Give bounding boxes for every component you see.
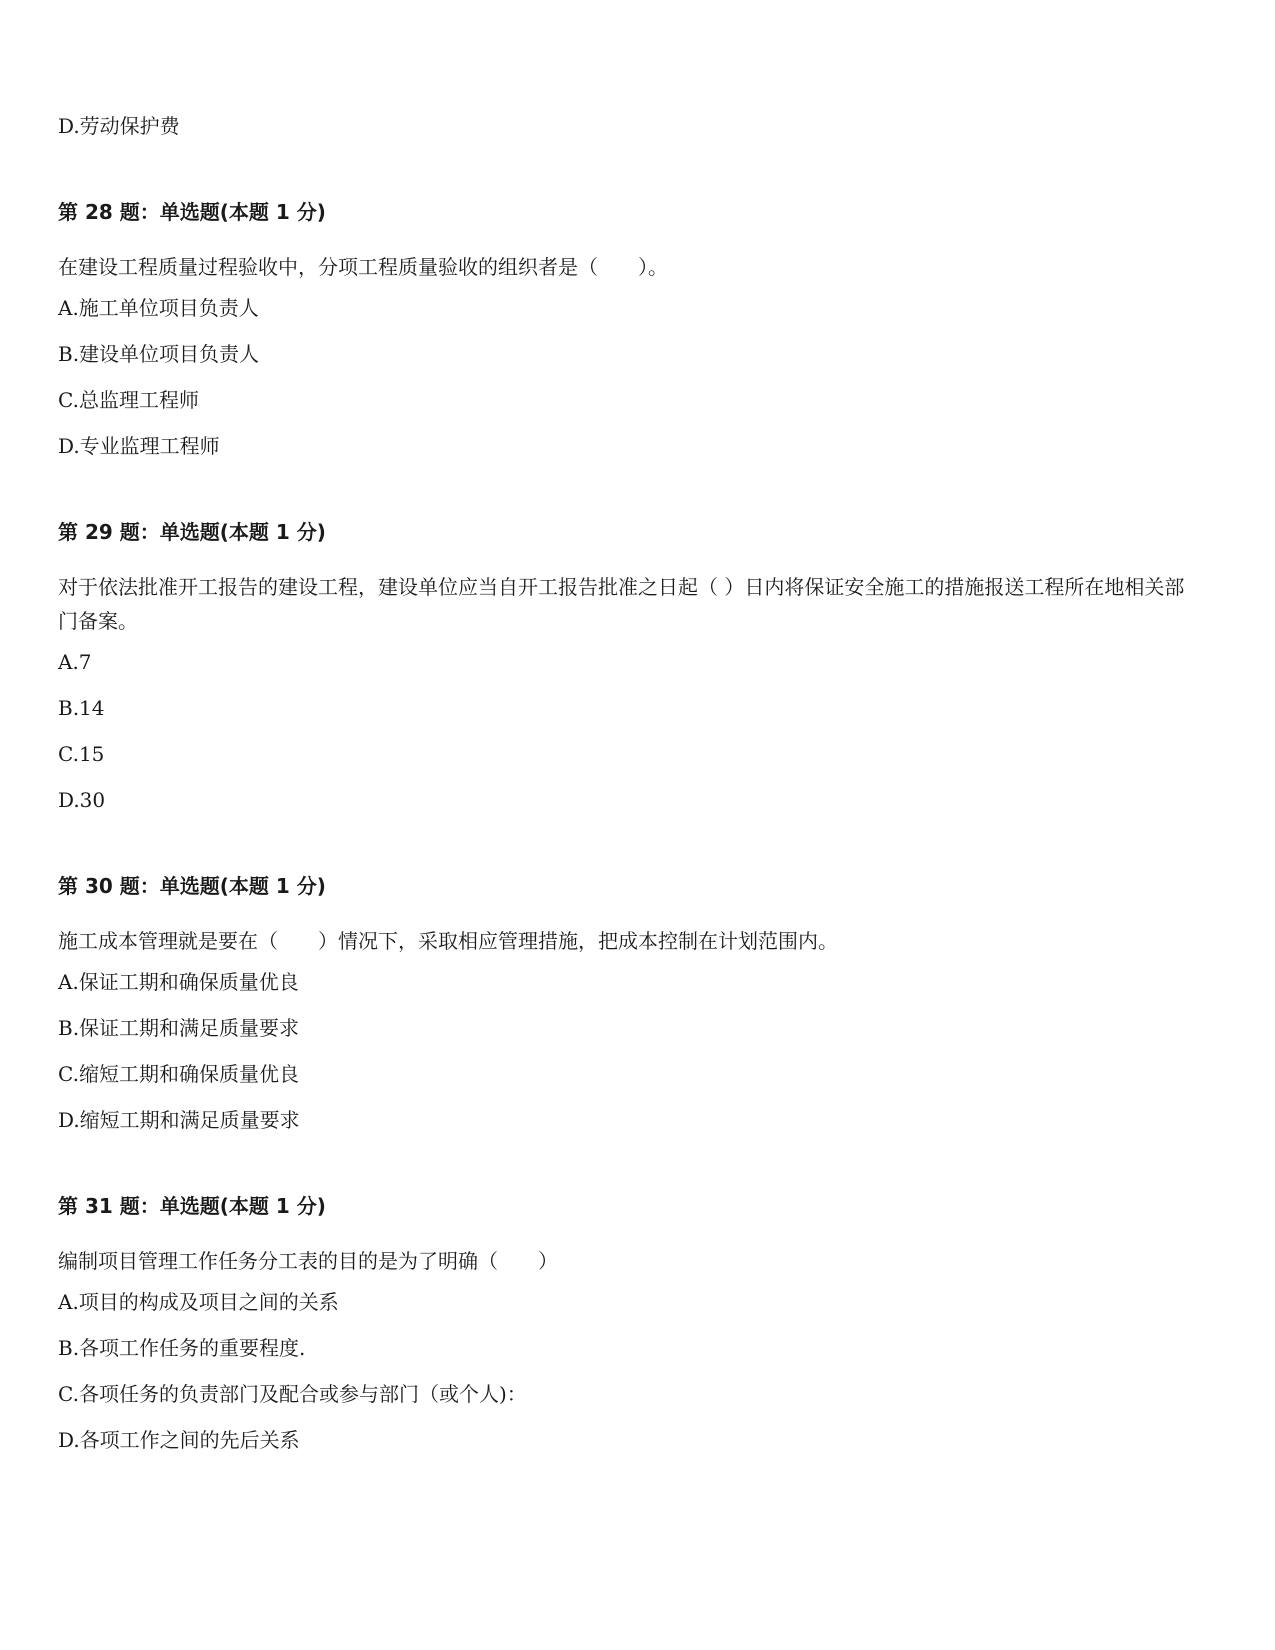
- option-c: C.缩短工期和确保质量优良: [58, 1062, 299, 1086]
- question-30: [58, 872, 1198, 1134]
- question-28: [58, 198, 1198, 460]
- question-header: 第 30 题：单选题(本题 1 分): [58, 874, 326, 898]
- question-29: [58, 518, 1198, 814]
- option-b: B.建设单位项目负责人: [58, 342, 260, 366]
- document-page: [58, 112, 1198, 1454]
- option-d: D.专业监理工程师: [58, 434, 220, 458]
- option-b: B.14: [58, 696, 105, 720]
- option-d: D.各项工作之间的先后关系: [58, 1428, 300, 1452]
- question-stem: 编制项目管理工作任务分工表的目的是为了明确（ ）: [58, 1249, 558, 1273]
- option-c: C.各项任务的负责部门及配合或参与部门（或个人)：: [58, 1382, 527, 1406]
- option-b: B.各项工作任务的重要程度.: [58, 1336, 306, 1360]
- question-header: 第 29 题：单选题(本题 1 分): [58, 520, 326, 544]
- question-stem: 对于依法批准开工报告的建设工程，建设单位应当自开工报告批准之日起（ ）日内将保证安全施工的措施报送工程所在地相关部门备案。: [58, 575, 1185, 633]
- question-header: 第 31 题：单选题(本题 1 分): [58, 1194, 326, 1218]
- question-header: 第 28 题：单选题(本题 1 分): [58, 200, 326, 224]
- option-d: D.30: [58, 788, 106, 812]
- option-b: B.保证工期和满足质量要求: [58, 1016, 300, 1040]
- option-c: C.15: [58, 742, 105, 766]
- option-a: A.项目的构成及项目之间的关系: [58, 1290, 339, 1314]
- question-31: [58, 1192, 1198, 1454]
- question-stem: 在建设工程质量过程验收中，分项工程质量验收的组织者是（ ）。: [58, 255, 668, 279]
- option-c: C.总监理工程师: [58, 388, 199, 412]
- option-a: A.7: [58, 650, 92, 674]
- option-a: A.施工单位项目负责人: [58, 296, 259, 320]
- previous-question-option: D.劳动保护费: [58, 114, 180, 138]
- option-a: A.保证工期和确保质量优良: [58, 970, 299, 994]
- question-stem: 施工成本管理就是要在（ ）情况下，采取相应管理措施，把成本控制在计划范围内。: [58, 929, 838, 953]
- option-d: D.缩短工期和满足质量要求: [58, 1108, 300, 1132]
